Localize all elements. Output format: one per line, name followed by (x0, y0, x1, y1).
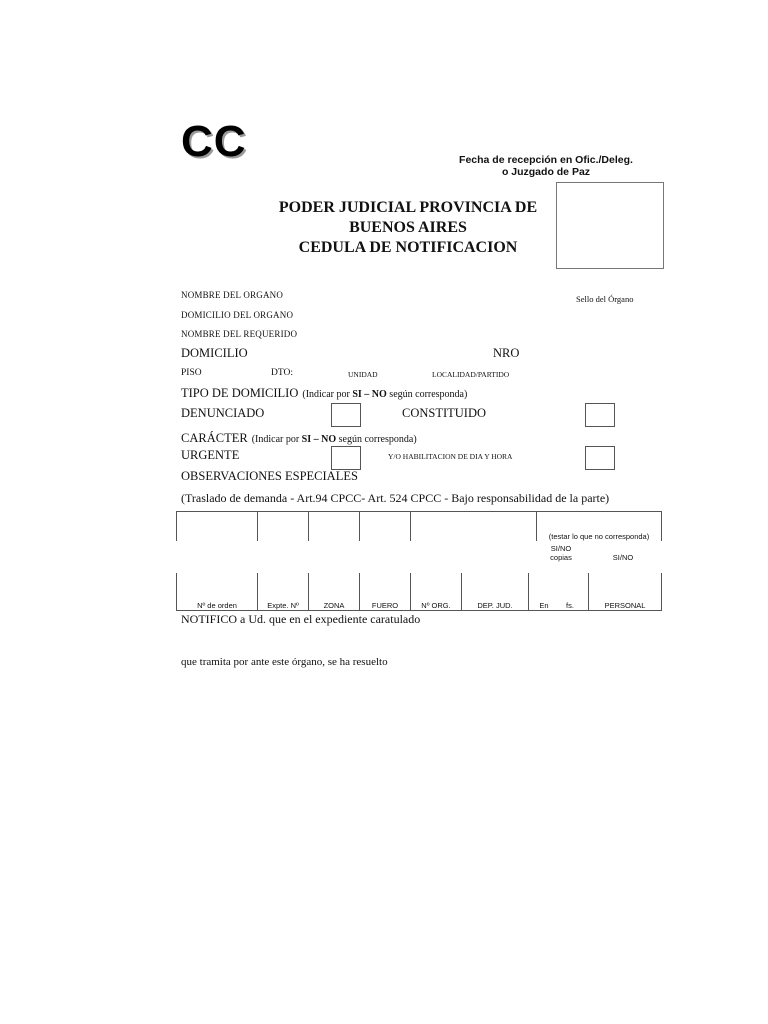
column-header: ZONA (323, 601, 345, 610)
title-line-1: PODER JUDICIAL PROVINCIA DE (278, 199, 538, 216)
field-nombre-requerido[interactable]: NOMBRE DEL REQUERIDO (181, 329, 298, 339)
field-nombre-organo[interactable]: NOMBRE DEL ORGANO (181, 290, 284, 300)
label-habilitacion: Y/O HABILITACION DE DIA Y HORA (388, 452, 513, 461)
column-header: FUERO (371, 601, 399, 610)
reception-line-1: Fecha de recepción en Ofic./Deleg. (459, 154, 633, 166)
denunciado-checkbox[interactable] (331, 403, 361, 427)
sino-copias-label: SI/NO copias (550, 544, 572, 562)
constituido-checkbox[interactable] (585, 403, 615, 427)
table-divider (176, 511, 177, 541)
habilitacion-checkbox[interactable] (585, 446, 615, 470)
tipo-domicilio-title: TIPO DE DOMICILIO (181, 386, 299, 400)
reception-date-caption (448, 154, 644, 178)
field-domicilio[interactable]: DOMICILIO (181, 346, 248, 360)
field-piso[interactable]: PISO (181, 368, 202, 378)
sino-label: SI/NO (612, 553, 634, 562)
label-urgente: URGENTE (181, 448, 240, 462)
observaciones-text[interactable]: (Traslado de demanda - Art.94 CPCC- Art. 524 CPCC - Bajo responsabilidad de la parte) (181, 491, 610, 505)
label-denunciado: DENUNCIADO (181, 406, 265, 420)
table-bottom-line (176, 610, 662, 611)
field-unidad[interactable]: UNIDAD (348, 370, 378, 379)
tipo-domicilio-hint: (Indicar por SI – NO según corresponda) (302, 389, 468, 400)
field-localidad[interactable]: LOCALIDAD/PARTIDO (432, 370, 510, 379)
table-divider (661, 573, 662, 610)
title-line-3: CEDULA DE NOTIFICACION (298, 239, 518, 256)
caracter-hint: (Indicar por SI – NO según corresponda) (251, 434, 417, 445)
table-divider (410, 511, 411, 541)
table-divider (661, 511, 662, 541)
tramita-text: que tramita por ante este órgano, se ha resuelto (181, 656, 388, 668)
field-dto[interactable]: DTO: (271, 368, 293, 378)
table-divider (359, 511, 360, 541)
seal-label: Sello del Órgano (576, 294, 634, 304)
urgente-checkbox[interactable] (331, 446, 361, 470)
table-divider (528, 573, 529, 610)
table-divider (308, 511, 309, 541)
title-line-2: BUENOS AIRES (349, 219, 467, 236)
tipo-domicilio-heading (181, 384, 467, 402)
field-nro[interactable]: NRO (493, 346, 520, 360)
column-header: En (539, 601, 549, 610)
column-header: fs. (566, 601, 574, 610)
observaciones-title: OBSERVACIONES ESPECIALES (181, 469, 358, 483)
column-header: PERSONAL (604, 601, 646, 610)
column-header: DEP. JUD. (477, 601, 513, 610)
column-header: Expte. Nº (267, 601, 299, 610)
reception-line-2: o Juzgado de Paz (501, 166, 591, 178)
reception-stamp-box[interactable] (556, 182, 664, 269)
label-constituido: CONSTITUIDO (402, 406, 487, 420)
notifico-text: NOTIFICO a Ud. que en el expediente caratulado (181, 612, 421, 626)
table-divider (257, 511, 258, 541)
caracter-heading (181, 429, 417, 447)
caracter-title: CARÁCTER (181, 431, 248, 445)
column-header: Nº ORG. (421, 601, 451, 610)
field-domicilio-organo[interactable]: DOMICILIO DEL ORGANO (181, 310, 294, 320)
table-top-line (176, 511, 662, 512)
form-logo: CC (181, 117, 247, 166)
document-title (248, 198, 568, 258)
testar-note: (testar lo que no corresponda) (548, 532, 650, 541)
column-header: Nº de orden (197, 601, 237, 610)
